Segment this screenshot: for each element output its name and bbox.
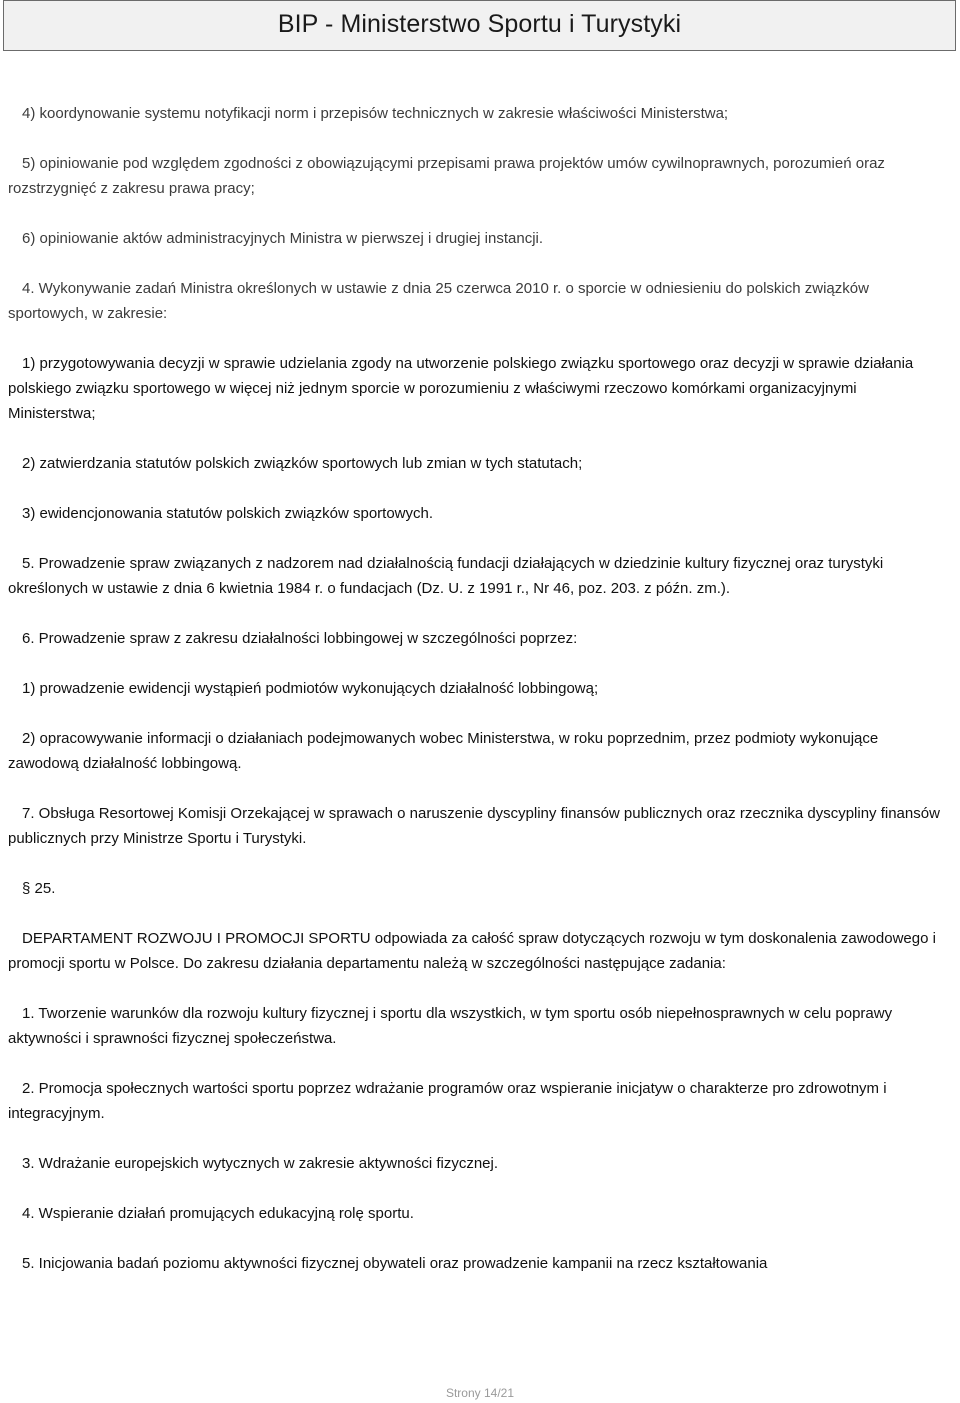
paragraph-section-7: 7. Obsługa Resortowej Komisji Orzekającej w sprawach o naruszenie dyscypliny finansów publicznych oraz rzecznika dyscypliny finansów publicznych przy Ministrze Sportu i Turystyki. [8,805,940,847]
paragraph-task-2: 2. Promocja społecznych wartości sportu poprzez wdrażanie programów oraz wspieranie inicjatyw o charakterze pro zdrowotnym i integracyjnym. [8,1080,887,1122]
page-title: BIP - Ministerstwo Sportu i Turystyki [277,10,682,38]
paragraph-item-5: 5) opiniowanie pod względem zgodności z obowiązującymi przepisami prawa projektów umów cywilnoprawnych, porozumień oraz rozstrzygnięć z zakresu prawa pracy; [8,155,885,197]
paragraph-section-4-item-2: 2) zatwierdzania statutów polskich związków sportowych lub zmian w tych statutach; [22,455,583,472]
paragraph-section-4: 4. Wykonywanie zadań Ministra określonych w ustawie z dnia 25 czerwca 2010 r. o sporcie w odniesieniu do polskich związków sportowych, w zakresie: [8,280,869,322]
paragraph-section-6-item-1: 1) prowadzenie ewidencji wystąpień podmiotów wykonujących działalność lobbingową; [22,680,599,697]
paragraph-section-4-item-3: 3) ewidencjonowania statutów polskich związków sportowych. [22,505,434,522]
paragraph-section-6-item-2: 2) opracowywanie informacji o działaniach podejmowanych wobec Ministerstwa, w roku poprzednim, przez podmioty wykonujące zawodową działalność lobbingową. [8,730,879,772]
paragraph-department-intro: DEPARTAMENT ROZWOJU I PROMOCJI SPORTU odpowiada za całość spraw dotyczących rozwoju w tym doskonalenia zawodowego i promocji sportu w Polsce. Do zakresu działania departamentu należą w szczególności następujące zadania: [8,930,936,972]
paragraph-section-4-item-1: 1) przygotowywania decyzji w sprawie udzielania zgody na utworzenie polskiego związku sportowego oraz decyzji w sprawie działania polskiego związku sportowego w więcej niż jednym sporcie w porozumieniu z właściwymi rzeczowo komórkami organizacyjnymi Ministerstwa; [8,355,914,422]
page-header [3,0,956,51]
section-heading: § 25. [22,880,56,897]
paragraph-item-6: 6) opiniowanie aktów administracyjnych Ministra w pierwszej i drugiej instancji. [22,230,544,247]
paragraph-item-4: 4) koordynowanie systemu notyfikacji norm i przepisów technicznych w zakresie właściwości Ministerstwa; [22,105,729,122]
paragraph-section-5: 5. Prowadzenie spraw związanych z nadzorem nad działalnością fundacji działających w dziedzinie kultury fizycznej oraz turystyki określonych w ustawie z dnia 6 kwietnia 1984 r. o fundacjach (Dz. U. z 1991 r., Nr 46, poz. 203. z późn. zm.). [8,555,884,597]
paragraph-task-5: 5. Inicjowania badań poziomu aktywności fizycznej obywateli oraz prowadzenie kampanii na rzecz kształtowania [22,1255,768,1272]
document-body [8,101,948,1276]
paragraph-task-3: 3. Wdrażanie europejskich wytycznych w zakresie aktywności fizycznej. [22,1155,499,1172]
page-number: Strony 14/21 [445,1386,515,1400]
paragraph-section-6: 6. Prowadzenie spraw z zakresu działalności lobbingowej w szczególności poprzez: [22,630,578,647]
paragraph-task-1: 1. Tworzenie warunków dla rozwoju kultury fizycznej i sportu dla wszystkich, w tym sportu osób niepełnosprawnych w celu poprawy aktywności i sprawności fizycznej społeczeństwa. [8,1005,893,1047]
paragraph-task-4: 4. Wspieranie działań promujących edukacyjną rolę sportu. [22,1205,414,1222]
